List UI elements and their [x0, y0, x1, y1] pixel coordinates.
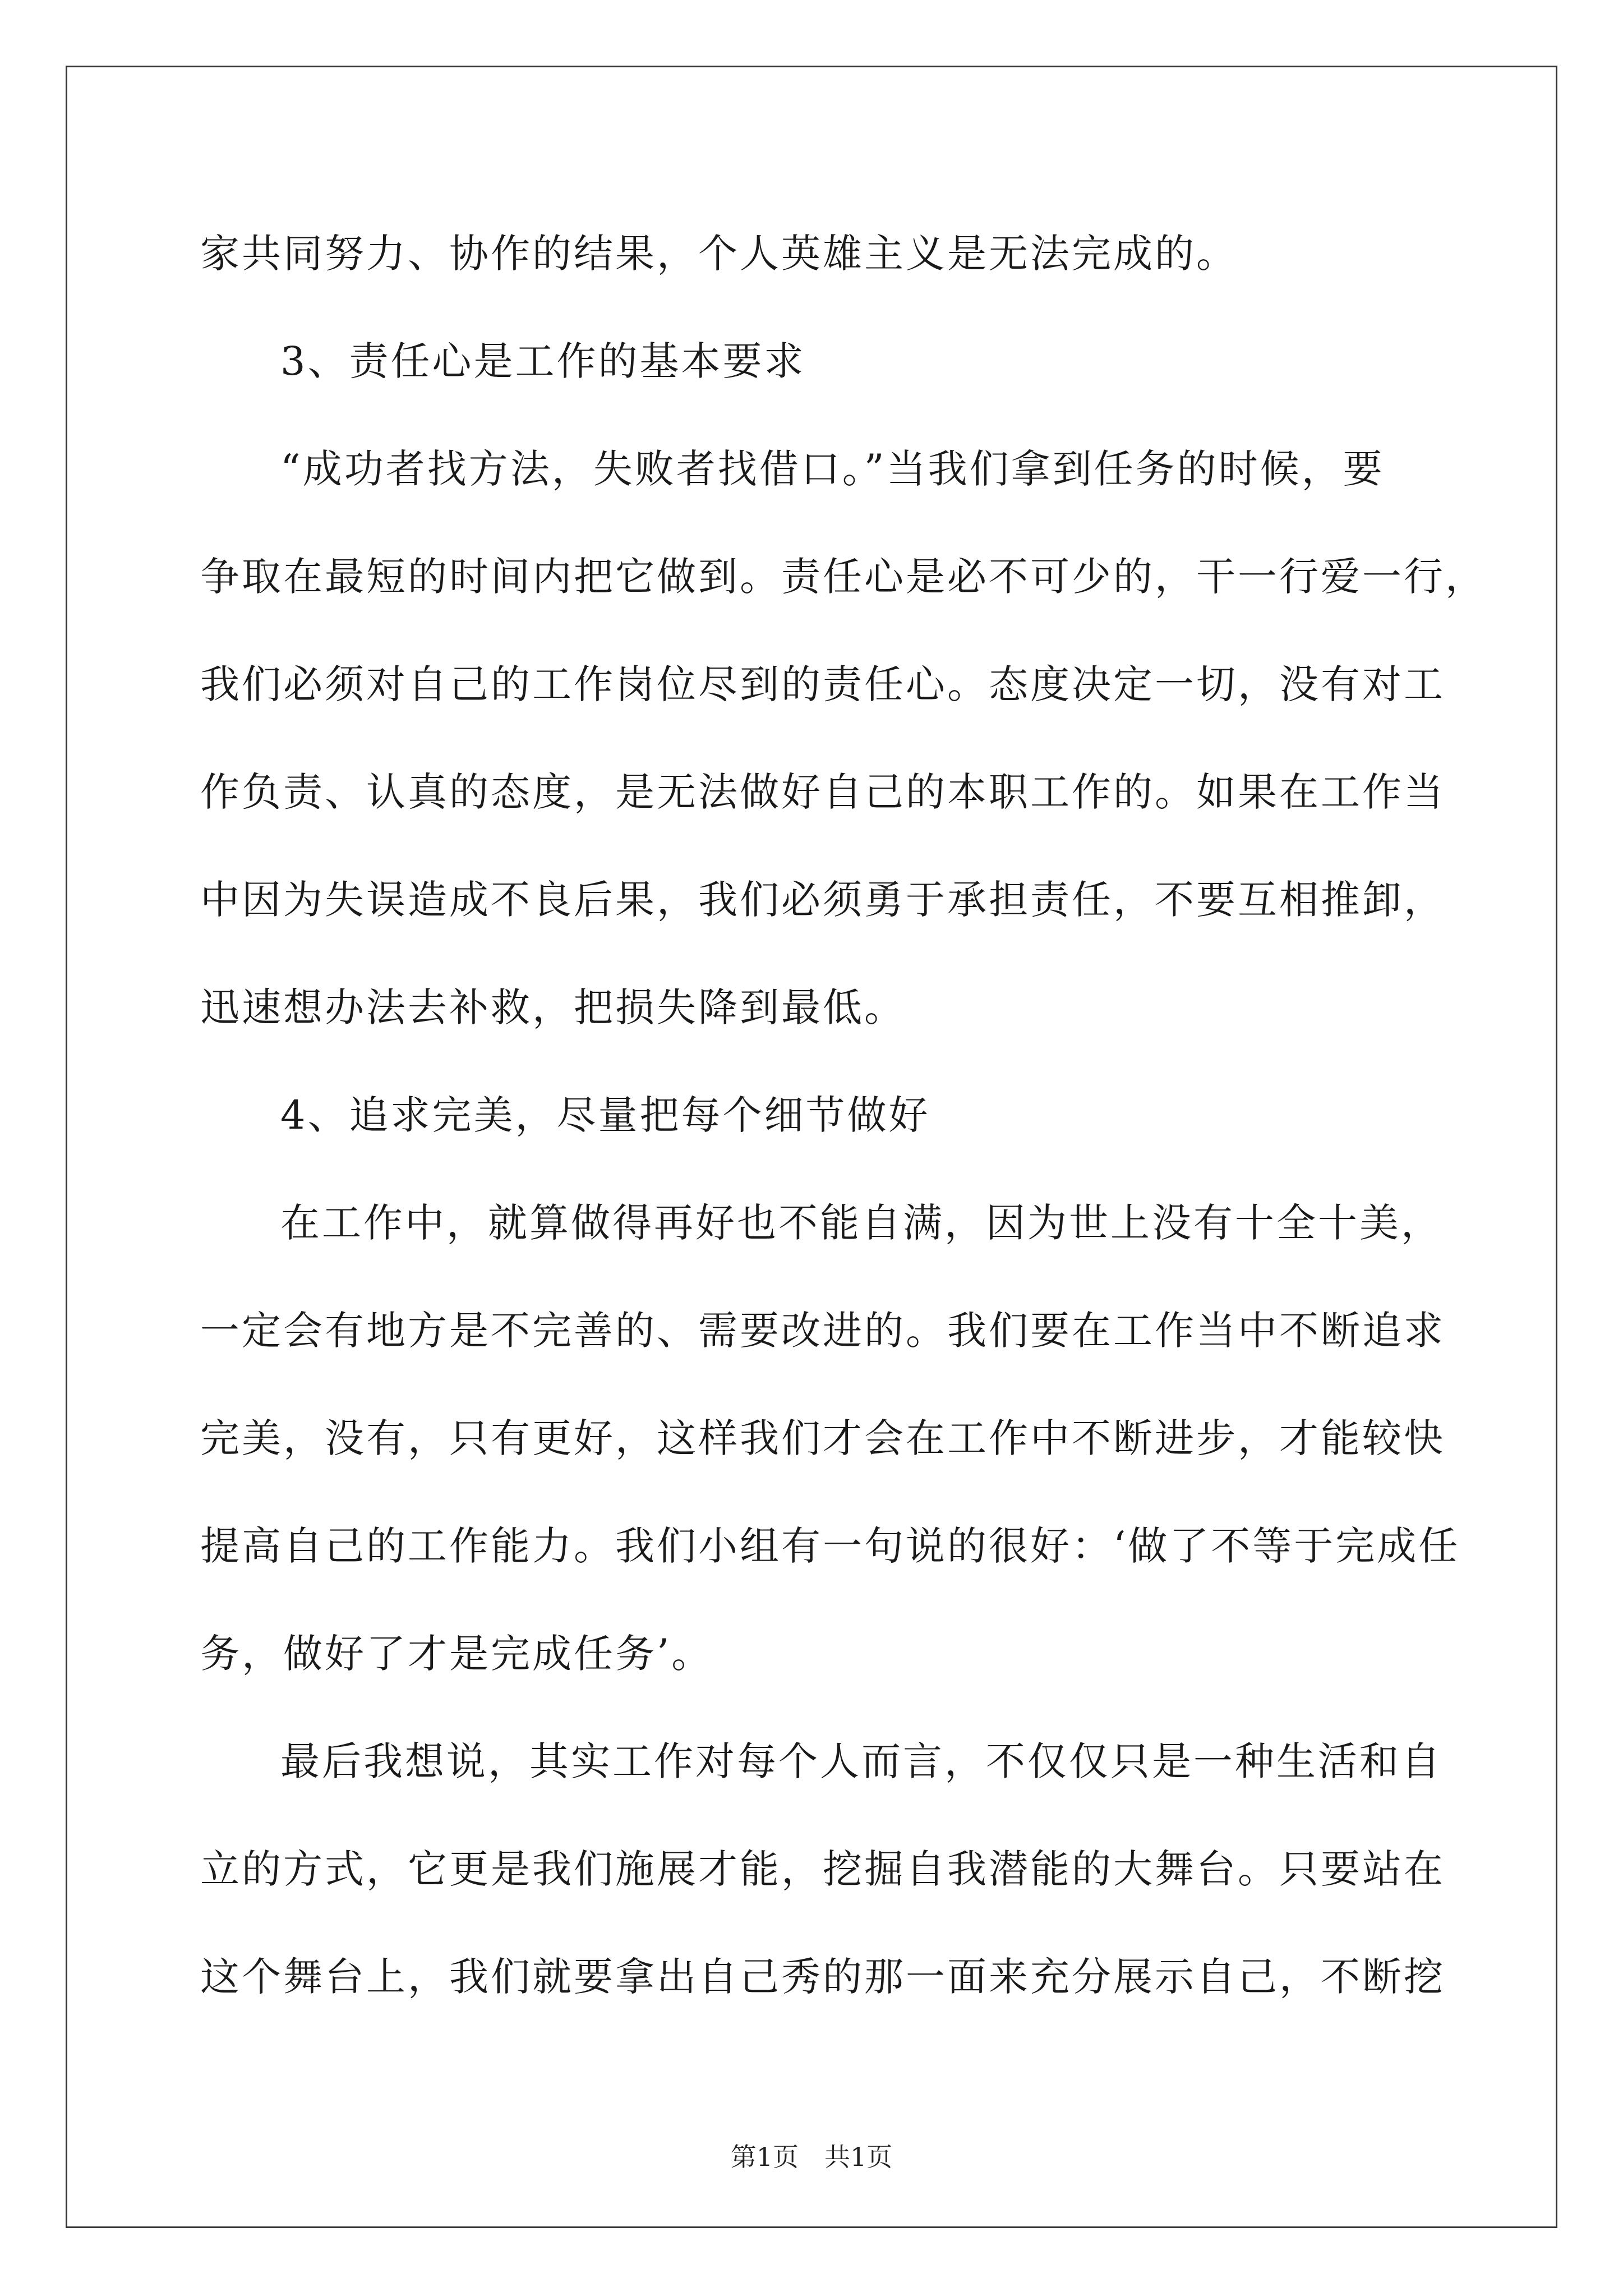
text-line-5: 我们必须对自己的工作岗位尽到的责任心。态度决定一切，没有对工	[200, 661, 1445, 707]
text-line-1: 家共同努力、协作的结果，个人英雄主义是无法完成的。	[200, 231, 1238, 277]
text-line-7: 中因为失误造成不良后果，我们必须勇于承担责任，不要互相推卸，	[200, 877, 1445, 923]
text-line-14: 务，做好了才是完成任务’。	[200, 1631, 713, 1677]
text-line-3: “成功者找方法，失败者找借口。”当我们拿到任务的时候，要	[280, 446, 1385, 492]
text-line-17: 这个舞台上，我们就要拿出自己秀的那一面来充分展示自己，不断挖	[200, 1954, 1445, 2000]
text-line-12: 完美，没有，只有更好，这样我们才会在工作中不断进步，才能较快	[200, 1415, 1445, 1461]
text-line-15: 最后我想说，其实工作对每个人而言，不仅仅只是一种生活和自	[280, 1738, 1442, 1784]
text-line-16: 立的方式，它更是我们施展才能，挖掘自我潜能的大舞台。只要站在	[200, 1846, 1445, 1892]
text-line-10: 在工作中，就算做得再好也不能自满，因为世上没有十全十美，	[280, 1200, 1442, 1246]
text-line-6: 作负责、认真的态度，是无法做好自己的本职工作的。如果在工作当	[200, 769, 1445, 815]
text-line-13: 提高自己的工作能力。我们小组有一句说的很好：‘做了不等于完成任	[200, 1523, 1460, 1569]
text-line-8: 迅速想办法去补救，把损失降到最低。	[200, 984, 906, 1030]
text-line-4: 争取在最短的时间内把它做到。责任心是必不可少的，干一行爱一行，	[200, 554, 1487, 600]
text-line-11: 一定会有地方是不完善的、需要改进的。我们要在工作当中不断追求	[200, 1308, 1445, 1354]
section-heading-3: 3、责任心是工作的基本要求	[280, 338, 806, 384]
section-heading-4: 4、追求完美，尽量把每个细节做好	[280, 1092, 930, 1138]
page-number-footer: 第1页 共1页	[730, 2142, 893, 2172]
